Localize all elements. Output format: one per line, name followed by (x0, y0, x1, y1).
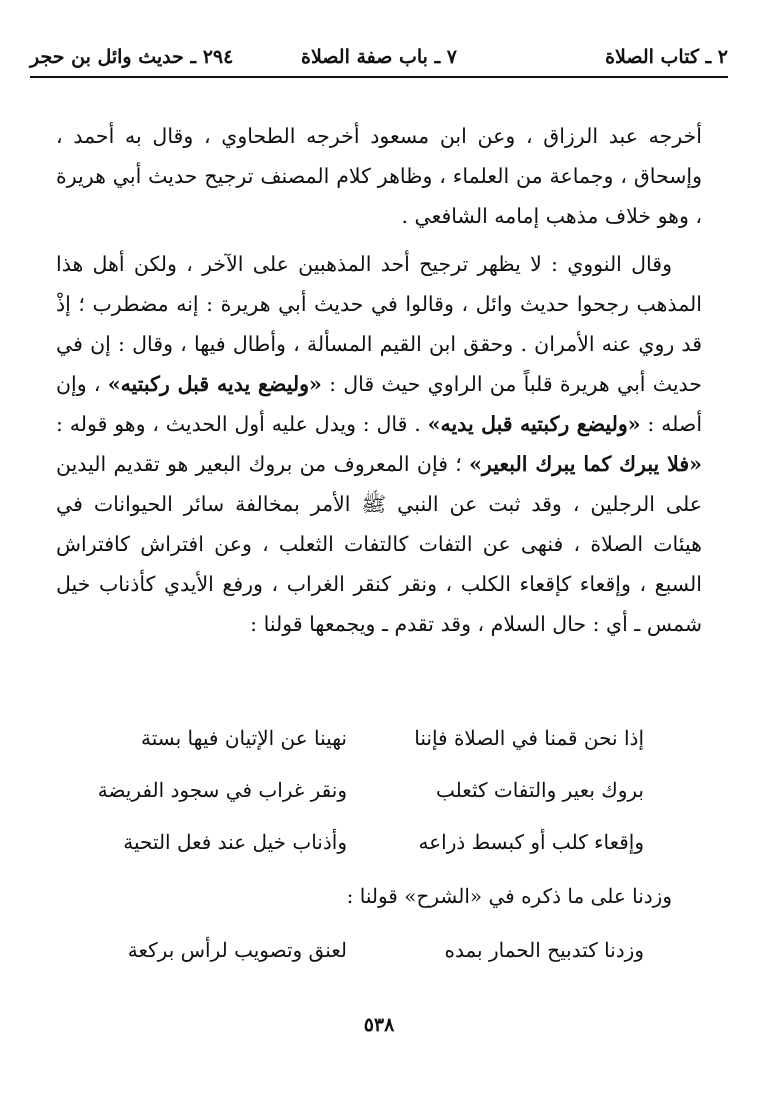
hadith-quote-2: «وليضع ركبتيه قبل يديه» (427, 412, 641, 436)
poem-verses (56, 726, 702, 882)
verse-line-added (56, 938, 702, 978)
paragraph-2-text-3: . قال : ويدل عليه أول الحديث ، وهو قوله : (56, 412, 428, 436)
page-number: ٥٣٨ (363, 1014, 395, 1036)
verse-line (56, 726, 702, 778)
paragraph-2-text-1: وقال النووي : لا يظهر ترجيح أحد المذهبين على الآخر ، ولكن أهل هذا المذهب رجحوا حديث وائل ، وقالوا في حديث أبي هريرة : إنه مضطرب ؛ إذْ قد روي عنه الأمران . وحقق ابن القيم المسألة ، وأطال فيها ، وقال : إن في حديث أبي هريرة قلباً من الراوي حيث قال : (56, 252, 702, 396)
verse-line (56, 778, 702, 830)
verse-second-hemistich: لعنق وتصويب لرأس بركعة (127, 938, 347, 962)
paragraph-1: أخرجه عبد الرزاق ، وعن ابن مسعود أخرجه الطحاوي ، وقال به أحمد ، وإسحاق ، وجماعة من العلماء ، وظاهر كلام المصنف ترجيح حديث أبي هريرة ، وهو خلاف مذهب إمامه الشافعي . (56, 124, 702, 228)
hadith-quote-3: «فلا يبرك كما يبرك البعير» (469, 452, 702, 476)
body-text (56, 116, 702, 644)
verse-first-hemistich: وزدنا كتدبيح الحمار بمده (444, 938, 644, 962)
running-head (30, 42, 728, 78)
paragraph-2-text-4: ؛ فإن المعروف من بروك البعير هو تقديم اليدين على الرجلين ، وقد ثبت عن النبي ﷺ الأمر بمخالفة سائر الحيوانات في هيئات الصلاة ، فنهى عن التفات كالتفات الثعلب ، وعن افتراش كافتراش السبع ، وإقعاء كإقعاء الكلب ، ونقر كنقر الغراب ، ورفع الأيدي كأذناب خيل شمس ـ أي : حال السلام ، وقد تقدم ـ ويجمعها قولنا : (56, 452, 702, 636)
verse-second-hemistich: نهينا عن الإتيان فيها بستة (141, 726, 347, 750)
hadith-quote-1: «وليضع يديه قبل ركبتيه» (107, 372, 322, 396)
running-head-book-title: ٢ ـ كتاب الصلاة (605, 46, 728, 68)
running-head-hadith-title: ٢٩٤ ـ حديث وائل بن حجر (30, 46, 234, 68)
verse-first-hemistich: بروك بعير والتفات كثعلب (436, 778, 644, 802)
paragraph-2-text-2: ، وإن أصله : (56, 372, 703, 436)
verse-line (56, 830, 702, 882)
running-head-chapter-title: ٧ ـ باب صفة الصلاة (301, 46, 457, 68)
verse-second-hemistich: وأذناب خيل عند فعل التحية (123, 830, 347, 854)
verse-first-hemistich: وإقعاء كلب أو كبسط ذراعه (418, 830, 644, 854)
paragraph-2 (56, 244, 702, 644)
verse-first-hemistich: إذا نحن قمنا في الصلاة فإننا (414, 726, 644, 750)
verse-second-hemistich: ونقر غراب في سجود الفريضة (97, 778, 347, 802)
verse-intro: وزدنا على ما ذكره في «الشرح» قولنا : (346, 884, 672, 908)
